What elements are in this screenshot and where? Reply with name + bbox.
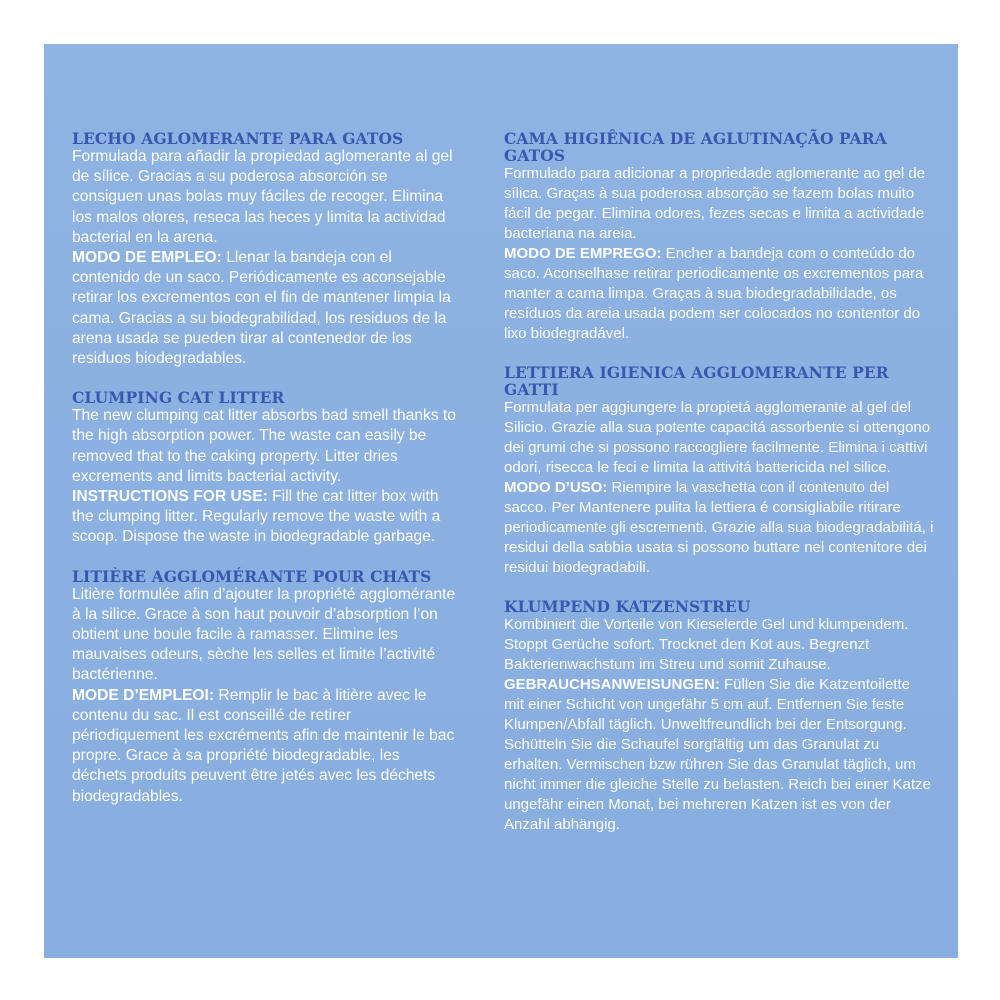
instructions-label: MODE D’EMPLEOI: xyxy=(72,686,215,704)
instructions-label: MODO DE EMPLEO: xyxy=(72,249,222,267)
section-text xyxy=(504,398,934,578)
section-text xyxy=(504,164,934,344)
section-text xyxy=(504,615,934,835)
instructions-label: INSTRUCTIONS FOR USE: xyxy=(72,488,268,506)
instructions-text: Fill the cat litter box with the clumping litter. Regularly remove the waste with a scoop. Dispose the waste in biodegradable garbage. xyxy=(72,488,441,546)
section-italian xyxy=(504,364,934,578)
section-title: CLUMPING CAT LITTER xyxy=(72,388,285,408)
section-intro: Litière formulée afin d’ajouter la propriété agglomérante à la silice. Grace à son haut pouvoir d’absorption l’on obtient une boule facile à ramasser. Elimine les mauvaises odeurs, sèche les selles et limite l’activité bactérienne. xyxy=(72,585,456,684)
section-intro: Kombiniert die Vorteile von Kieselerde Gel und klumpendem. Stoppt Gerüche sofort. Trocknet den Kot aus. Begrenzt Bakterienwachstum im Streu und somit Zuhause. xyxy=(504,616,909,673)
section-intro: The new clumping cat litter absorbs bad smell thanks to the high absorption power. The waste can easily be removed that to the caking property. Litter dries excrements and limits bacterial activity. xyxy=(72,407,456,485)
section-text xyxy=(72,147,457,369)
label-panel xyxy=(44,44,958,958)
right-column xyxy=(504,130,934,855)
section-title: CAMA HIGIÊNICA DE AGLUTINAÇÃO PARA GATOS xyxy=(504,129,887,165)
instructions-label: MODO D’USO: xyxy=(504,479,608,496)
instructions-text: Riempire la vaschetta con il contenuto del sacco. Per Mantenere pulita la lettiera é consigliabile ritirare periodicamente gli escrementi. Grazie alla sua biodegradabilitá, i residui della sabbia usata si possono buttare nel contenitore dei residui biodegradabili. xyxy=(504,479,934,576)
instructions-label: MODO DE EMPREGO: xyxy=(504,245,662,262)
instructions-text: Llenar la bandeja con el contenido de un saco. Periódicamente es aconsejable retirar los excrementos con el fin de mantener limpia la cama. Gracias a su biodegrabilidad, los residuos de la arena usada se pueden tirar al contenedor de los residuos biodegradables. xyxy=(72,249,451,368)
section-portuguese xyxy=(504,130,934,344)
section-english xyxy=(72,389,457,547)
section-intro: Formulado para adicionar a propriedade aglomerante ao gel de sílica. Graças à sua poderosa absorção se fazem bolas muito fácil de pegar. Elimina odores, fezes secas e limita a actividade bacteriana na areia. xyxy=(504,165,926,242)
section-french xyxy=(72,568,457,807)
section-text xyxy=(72,406,457,547)
section-intro: Formulada para añadir la propiedad aglomerante al gel de sílice. Gracias a su poderosa absorción se consiguen unas bolas muy fáciles de recoger. Elimina los malos olores, reseca las heces y limita la actividad bacterial en la arena. xyxy=(72,148,453,246)
instructions-text: Füllen Sie die Katzentoilette mit einer Schicht von ungefähr 5 cm auf. Entfernen Sie feste Klumpen/Abfall täglich. Unweltfreundlich bei der Entsorgung. Schütteln Sie die Schaufel sorgfältig um das Granulat zu erhalten. Vermischen bzw rühren Sie das Granulat täglich, um nicht immer die gleiche Stelle zu belasten. Reich bei einer Katze ungefähr einen Monat, bei mehreren Katzen ist es von der Anzahl abhängig. xyxy=(504,676,931,833)
left-column xyxy=(72,130,457,827)
section-intro: Formulata per aggiungere la propietá agglomerante al gel del Silicio. Grazie alla sua potente capacitá assorbente si ottengono dei grumi che si possono raccogliere facilmente. Elimina i cattivi odori, risecca le feci e limita la attivitá battericida nel silice. xyxy=(504,399,931,476)
section-german xyxy=(504,598,934,835)
section-spanish xyxy=(72,130,457,369)
instructions-text: Remplir le bac à litière avec le contenu du sac. Il est conseillé de retirer périodiquement les excréments afin de maintenir le bac propre. Grace à sa propriété biodegradable, les déchets produits peuvent être jetés avec les déchets biodegradables. xyxy=(72,686,455,805)
section-text xyxy=(72,585,457,807)
instructions-label: GEBRAUCHSANWEISUNGEN: xyxy=(504,676,720,693)
instructions-text: Encher a bandeja com o conteúdo do saco. Aconselhase retirar periodicamente os excrementos para manter a cama limpa. Graças à sua biodegradabilidade, os resíduos da areia usada podem ser colocados no contentor do lixo biodegradável. xyxy=(504,245,924,342)
section-title: LETTIERA IGIENICA AGGLOMERANTE PER GATTI xyxy=(504,363,889,399)
section-title: KLUMPEND KATZENSTREU xyxy=(504,597,751,616)
section-title: LITIÈRE AGGLOMÉRANTE POUR CHATS xyxy=(72,566,432,586)
section-title: LECHO AGLOMERANTE PARA GATOS xyxy=(72,129,404,148)
